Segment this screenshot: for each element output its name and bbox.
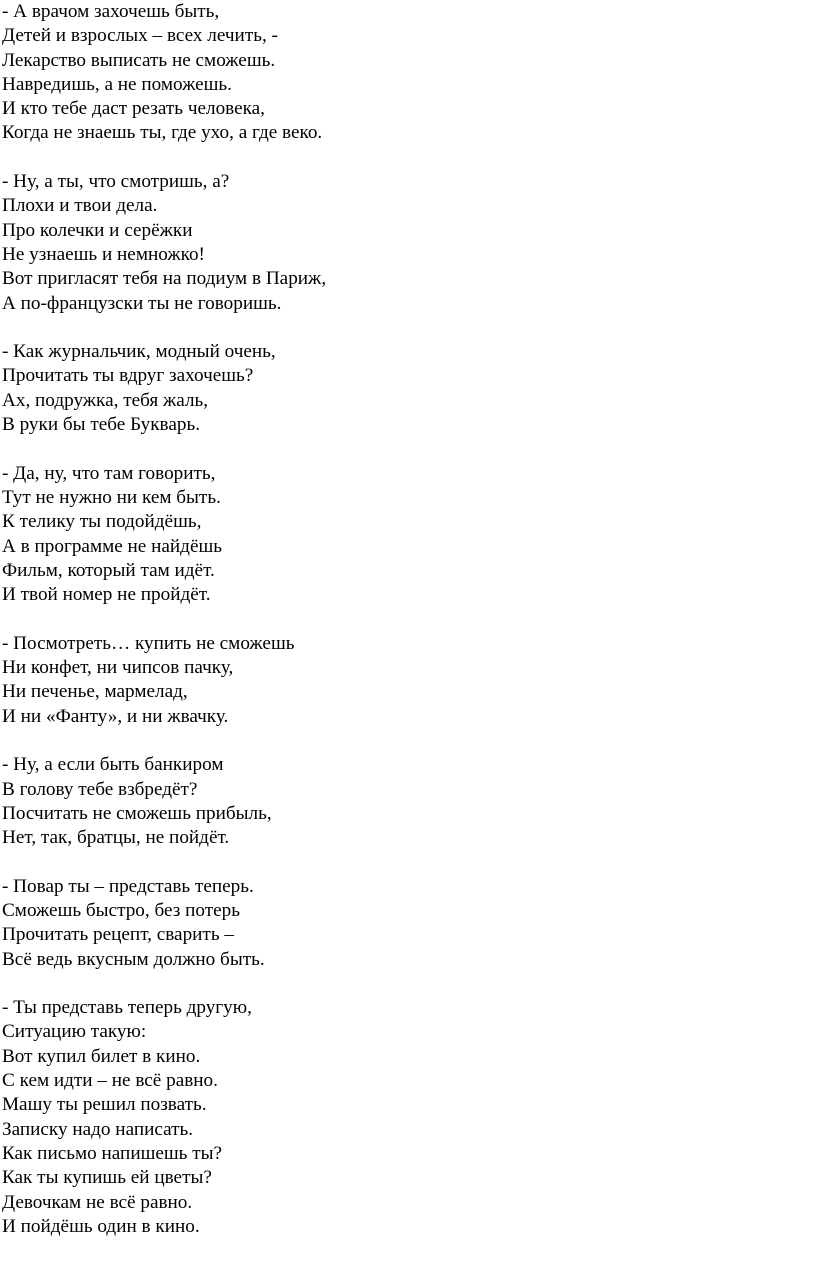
poem-line: Фильм, который там идёт.: [2, 559, 215, 581]
poem-line: Машу ты решил позвать.: [2, 1094, 207, 1116]
poem-line: Ни печенье, мармелад,: [2, 681, 188, 703]
poem-line: - Как журнальчик, модный очень,: [2, 341, 276, 363]
poem-line: С кем идти – не всё равно.: [2, 1070, 218, 1092]
poem-line: Как письмо напишешь ты?: [2, 1142, 222, 1164]
poem-line: Ах, подружка, тебя жаль,: [2, 389, 209, 411]
stanza-8: [2, 996, 802, 1239]
stanza-6: [2, 753, 802, 850]
poem-line: Нет, так, братцы, не пойдёт.: [2, 827, 230, 849]
poem-line: Не узнаешь и немножко!: [2, 243, 205, 265]
poem-line: - Повар ты – представь теперь.: [2, 875, 254, 897]
poem-line: Тут не нужно ни кем быть.: [2, 486, 221, 508]
poem-line: Как ты купишь ей цветы?: [2, 1167, 212, 1189]
poem-line: Записку надо написать.: [2, 1118, 194, 1140]
poem-line: Всё ведь вкусным должно быть.: [2, 948, 265, 970]
poem-line: Навредишь, а не поможешь.: [2, 73, 232, 95]
poem-line: - Посмотреть… купить не сможешь: [2, 632, 295, 654]
poem-line: Вот пригласят тебя на подиум в Париж,: [2, 268, 327, 290]
poem-document: [2, 0, 802, 1263]
poem-line: А в программе не найдёшь: [2, 535, 222, 557]
poem-line: - Да, ну, что там говорить,: [2, 462, 216, 484]
stanza-1: [2, 0, 802, 146]
poem-line: Ситуацию такую:: [2, 1021, 147, 1043]
poem-line: В голову тебе взбредёт?: [2, 778, 198, 800]
poem-line: - Ну, а если быть банкиром: [2, 754, 224, 776]
poem-line: И твой номер не пройдёт.: [2, 584, 211, 606]
poem-line: В руки бы тебе Букварь.: [2, 414, 201, 436]
poem-line: К телику ты подойдёшь,: [2, 511, 202, 533]
poem-line: Вот купил билет в кино.: [2, 1045, 201, 1067]
poem-line: - Ну, а ты, что смотришь, а?: [2, 171, 230, 193]
poem-line: Когда не знаешь ты, где ухо, а где веко.: [2, 122, 323, 144]
poem-line: - Ты представь теперь другую,: [2, 997, 252, 1019]
poem-line: Плохи и твои дела.: [2, 195, 158, 217]
stanza-7: [2, 875, 802, 972]
poem-line: И пойдёшь один в кино.: [2, 1215, 200, 1237]
poem-line: А по-французски ты не говоришь.: [2, 292, 282, 314]
stanza-4: [2, 462, 802, 608]
poem-line: Ни конфет, ни чипсов пачку,: [2, 657, 234, 679]
poem-line: - А врачом захочешь быть,: [2, 1, 220, 22]
poem-line: Сможешь быстро, без потерь: [2, 899, 240, 921]
poem-line: И кто тебе даст резать человека,: [2, 98, 265, 120]
poem-line: Прочитать ты вдруг захочешь?: [2, 365, 254, 387]
poem-line: И ни «Фанту», и ни жвачку.: [2, 705, 229, 727]
stanza-2: [2, 170, 802, 316]
stanza-5: [2, 632, 802, 729]
poem-line: Девочкам не всё равно.: [2, 1191, 193, 1213]
stanza-3: [2, 340, 802, 437]
poem-line: Посчитать не сможешь прибыль,: [2, 802, 272, 824]
poem-line: Про колечки и серёжки: [2, 219, 193, 241]
poem-line: Прочитать рецепт, сварить –: [2, 924, 234, 946]
poem-line: Детей и взрослых – всех лечить, -: [2, 25, 278, 47]
poem-line: Лекарство выписать не сможешь.: [2, 49, 276, 71]
